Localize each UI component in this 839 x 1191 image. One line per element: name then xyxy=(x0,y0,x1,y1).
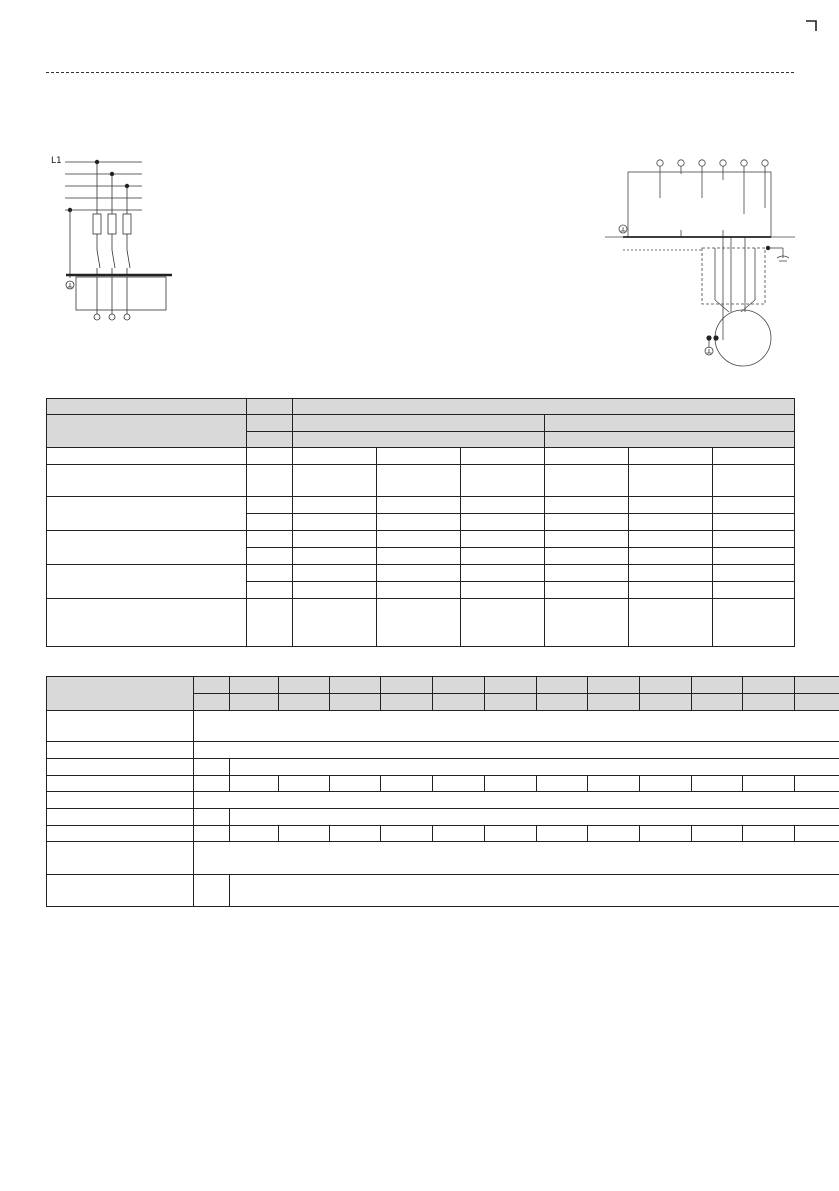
table-row xyxy=(47,776,839,792)
motor-wiring-diagram xyxy=(605,150,799,372)
table-row xyxy=(47,759,839,776)
table-row xyxy=(47,497,795,514)
header-dashed-rule xyxy=(46,72,794,73)
table-row xyxy=(47,792,839,809)
table-row xyxy=(47,677,839,694)
table-row xyxy=(47,842,839,875)
table-row xyxy=(47,742,839,759)
supply-line-label: L1 xyxy=(51,156,62,166)
spec-table-1 xyxy=(46,398,795,647)
table-row xyxy=(47,875,839,907)
table-row xyxy=(47,711,839,742)
table-row xyxy=(47,399,795,415)
table-row xyxy=(47,809,839,826)
table-row xyxy=(47,565,795,582)
table-row xyxy=(47,826,839,842)
spec-table-2 xyxy=(46,676,839,907)
supply-wiring-diagram xyxy=(46,150,186,330)
table-row xyxy=(47,465,795,497)
table-row xyxy=(47,599,795,647)
table-row xyxy=(47,415,795,432)
table-row xyxy=(47,531,795,548)
page-corner-mark-icon xyxy=(805,20,817,32)
table-row xyxy=(47,448,795,465)
